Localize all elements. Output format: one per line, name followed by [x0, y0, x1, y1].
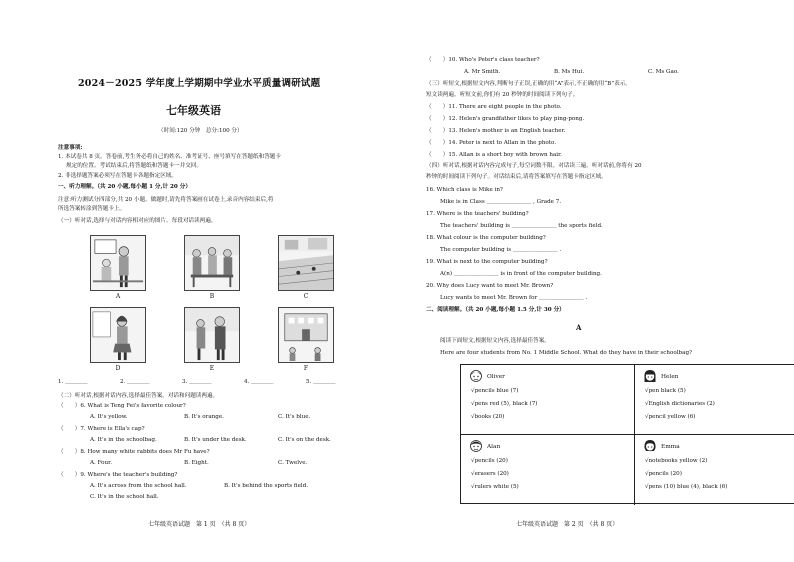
part4-heading-a: （四）听对话,根据对话内容完成句子,每空词数不限。对话读三遍。听对话前,你将有 20	[426, 163, 642, 169]
notice-heading: 注意事项:	[58, 145, 83, 151]
subject-title: 七年级英语	[166, 104, 221, 117]
list-item: √pen black (5)	[645, 388, 686, 394]
q7-option-b[interactable]: B. It's under the desk.	[184, 437, 247, 443]
student-name: Emma	[661, 444, 680, 450]
list-item: √pencils (20)	[471, 458, 508, 464]
picture-f	[278, 307, 334, 363]
notice-1a: 1. 本试卷共 8 页。答卷前,考生务必将自己的姓名、准考证号、座号填写在答题纸和答题卡	[58, 154, 281, 160]
notice-2: 2. 非选择题答案必须写在答题卡各题指定区域。	[58, 173, 177, 179]
sports-field-scene-icon	[279, 236, 333, 290]
list-item: √English dictionaries (2)	[645, 401, 715, 407]
picture-b-label: B	[209, 293, 215, 300]
q9-option-b[interactable]: B. It's behind the sports field.	[224, 483, 309, 489]
picture-e	[184, 307, 240, 363]
q6-option-c[interactable]: C. It's blue.	[278, 414, 311, 420]
list-item: √erasers (20)	[471, 471, 509, 477]
part1-heading: （一）听对话,选择与对话内容相对应的图片。每段对话读两遍。	[58, 218, 217, 224]
section1-note-b: 所选答案转涂到答题卡上。	[58, 206, 126, 212]
question-6: （ ）6. What is Teng Fei's favorite colour?	[58, 403, 186, 409]
tf-question-12: （ ）12. Helen's grandfather likes to play ping-pong.	[426, 116, 585, 122]
page-1-footer: 七年级英语试题 第 1 页 （共 8 页）	[148, 521, 251, 528]
student-card-emma	[635, 435, 794, 505]
student-card-alan	[461, 435, 635, 505]
q7-option-c[interactable]: C. It's on the desk.	[278, 437, 331, 443]
fill-answer-18[interactable]: The computer building is ＿＿＿＿＿＿＿＿ .	[440, 247, 562, 253]
question-10: （ ）10. Who's Peter's class teacher?	[426, 57, 540, 63]
list-item: √books (20)	[471, 414, 505, 420]
question-7: （ ）7. Where is Ella's cap?	[58, 426, 145, 432]
tf-question-11: （ ）11. There are eight people in the photo.	[426, 104, 562, 110]
answer-blank-5[interactable]: 5. ＿＿＿＿	[306, 379, 336, 385]
answer-blank-2[interactable]: 2. ＿＿＿＿	[120, 379, 150, 385]
part2-heading: （二）听对话,根据对话内容,选择最佳答案。对话和问题读两遍。	[58, 393, 219, 399]
fill-question-17: 17. Where is the teachers' building?	[426, 211, 529, 217]
part3-heading-b: 短文读两遍。听短文前,你们有 20 秒钟的时间阅读下列句子。	[426, 92, 579, 98]
answer-blank-4[interactable]: 4. ＿＿＿＿	[244, 379, 274, 385]
answer-blank-1[interactable]: 1. ＿＿＿＿	[58, 379, 88, 385]
time-score: （时间:120 分钟 总分:100 分）	[158, 128, 243, 134]
student-name: Alan	[487, 444, 501, 450]
student-card-oliver	[461, 365, 635, 435]
q8-option-b[interactable]: B. Eight.	[184, 460, 209, 466]
girl-avatar-icon	[643, 439, 657, 453]
question-8: （ ）8. How many white rabbits does Mr Fu have?	[58, 449, 210, 455]
fill-question-20: 20. Why does Lucy want to meet Mr. Brown?	[426, 283, 554, 289]
student-name: Helen	[661, 374, 679, 380]
list-item: √pens (10) blue (4), black (6)	[645, 484, 728, 490]
picture-b	[184, 235, 240, 291]
part3-heading-a: （三）听短文,根据短文内容,判断句子正误,正确的用“A”表示,不正确的用“B”表示。	[426, 81, 631, 87]
q8-option-c[interactable]: C. Twelve.	[278, 460, 308, 466]
q9-option-c[interactable]: C. It's in the school hall.	[90, 494, 159, 500]
girl-scene-icon	[91, 308, 145, 362]
fill-answer-17[interactable]: The teachers' building is ＿＿＿＿＿＿＿＿ the sports field.	[440, 223, 603, 229]
boy-avatar-icon	[469, 439, 483, 453]
fill-question-19: 19. What is next to the computer building?	[426, 259, 548, 265]
students-scene-icon	[185, 236, 239, 290]
girl-avatar-icon	[643, 369, 657, 383]
notice-1b: 规定的位置。考试结束后,将答题纸和答题卡一并交回。	[66, 163, 203, 169]
fill-answer-20[interactable]: Lucy wants to meet Mr. Brown for ＿＿＿＿＿＿＿＿ .	[440, 295, 588, 301]
boy-avatar-icon	[469, 369, 483, 383]
q9-option-a[interactable]: A. It's across from the school hall.	[90, 483, 187, 489]
q7-option-a[interactable]: A. It's in the schoolbag.	[90, 437, 157, 443]
picture-f-label: F	[303, 365, 309, 372]
fill-answer-19[interactable]: A(n) ＿＿＿＿＿＿＿＿ is in front of the computer building.	[440, 271, 602, 277]
q10-option-b[interactable]: B. Ms Hui.	[554, 69, 585, 75]
q6-option-a[interactable]: A. It's yellow.	[90, 414, 128, 420]
students-table	[460, 364, 794, 504]
student-card-helen	[635, 365, 794, 435]
classroom-scene-icon	[91, 236, 145, 290]
list-item: √pencils (20)	[645, 471, 682, 477]
fill-question-18: 18. What colour is the computer building?	[426, 235, 546, 241]
section1-heading: 一、听力理解。（共 20 小题,每小题 1 分,计 20 分）	[58, 184, 191, 190]
fill-question-16: 16. Which class is Mike in?	[426, 187, 503, 193]
picture-d-label: D	[115, 365, 121, 372]
list-item: √notebooks yellow (2)	[645, 458, 708, 464]
reading-instruction: 阅读下面短文,根据短文内容,选择最佳答案。	[440, 338, 550, 344]
page-2	[404, 0, 794, 562]
part4-heading-b: 秒钟的时间阅读下列句子。对话结束后,请将答案填写在答题卡指定区域。	[426, 174, 607, 180]
list-item: √pencil yellow (6)	[645, 414, 696, 420]
picture-c-label: C	[303, 293, 309, 300]
student-name: Oliver	[487, 374, 505, 380]
reading-intro: Here are four students from No. 1 Middle School. What do they have in their schoolbag?	[440, 350, 693, 356]
picture-a-label: A	[115, 293, 121, 300]
list-item: √pencils blue (7)	[471, 388, 519, 394]
picture-a	[90, 235, 146, 291]
q8-option-a[interactable]: A. Four.	[90, 460, 112, 466]
q10-option-a[interactable]: A. Mr Smith.	[464, 69, 501, 75]
q10-option-c[interactable]: C. Ms Gao.	[648, 69, 679, 75]
question-9: （ ）9. Where's the teacher's building?	[58, 472, 178, 478]
page-2-footer: 七年级英语试题 第 2 页 （共 8 页）	[516, 521, 619, 528]
section2-heading: 二、阅读理解。（共 20 小题,每小题 1.5 分,计 30 分）	[426, 307, 565, 313]
tf-question-15: （ ）15. Allan is a short boy with brown hair.	[426, 152, 562, 158]
q6-option-b[interactable]: B. It's orange.	[184, 414, 224, 420]
tf-question-14: （ ）14. Peter is next to Allan in the photo.	[426, 140, 557, 146]
tf-question-13: （ ）13. Helen's mother is an English teacher.	[426, 128, 566, 134]
list-item: √rulers white (5)	[471, 484, 519, 490]
picture-c	[278, 235, 334, 291]
teacher-scene-icon	[185, 308, 239, 362]
school-building-scene-icon	[279, 308, 333, 362]
answer-blank-3[interactable]: 3. ＿＿＿＿	[182, 379, 212, 385]
fill-answer-16[interactable]: Mike is in Class ＿＿＿＿＿＿＿＿ , Grade 7.	[440, 199, 562, 205]
list-item: √pens red (5), black (7)	[471, 401, 538, 407]
passage-label: A	[576, 323, 582, 332]
section1-note-a: 注意:听力测试分四部分,共 20 小题。做题时,请先将答案画在试卷上,录音内容结束后,将	[58, 197, 274, 203]
exam-title: 2024－2025 学年度上学期期中学业水平质量调研试题	[78, 78, 321, 89]
picture-d	[90, 307, 146, 363]
picture-e-label: E	[209, 365, 215, 372]
